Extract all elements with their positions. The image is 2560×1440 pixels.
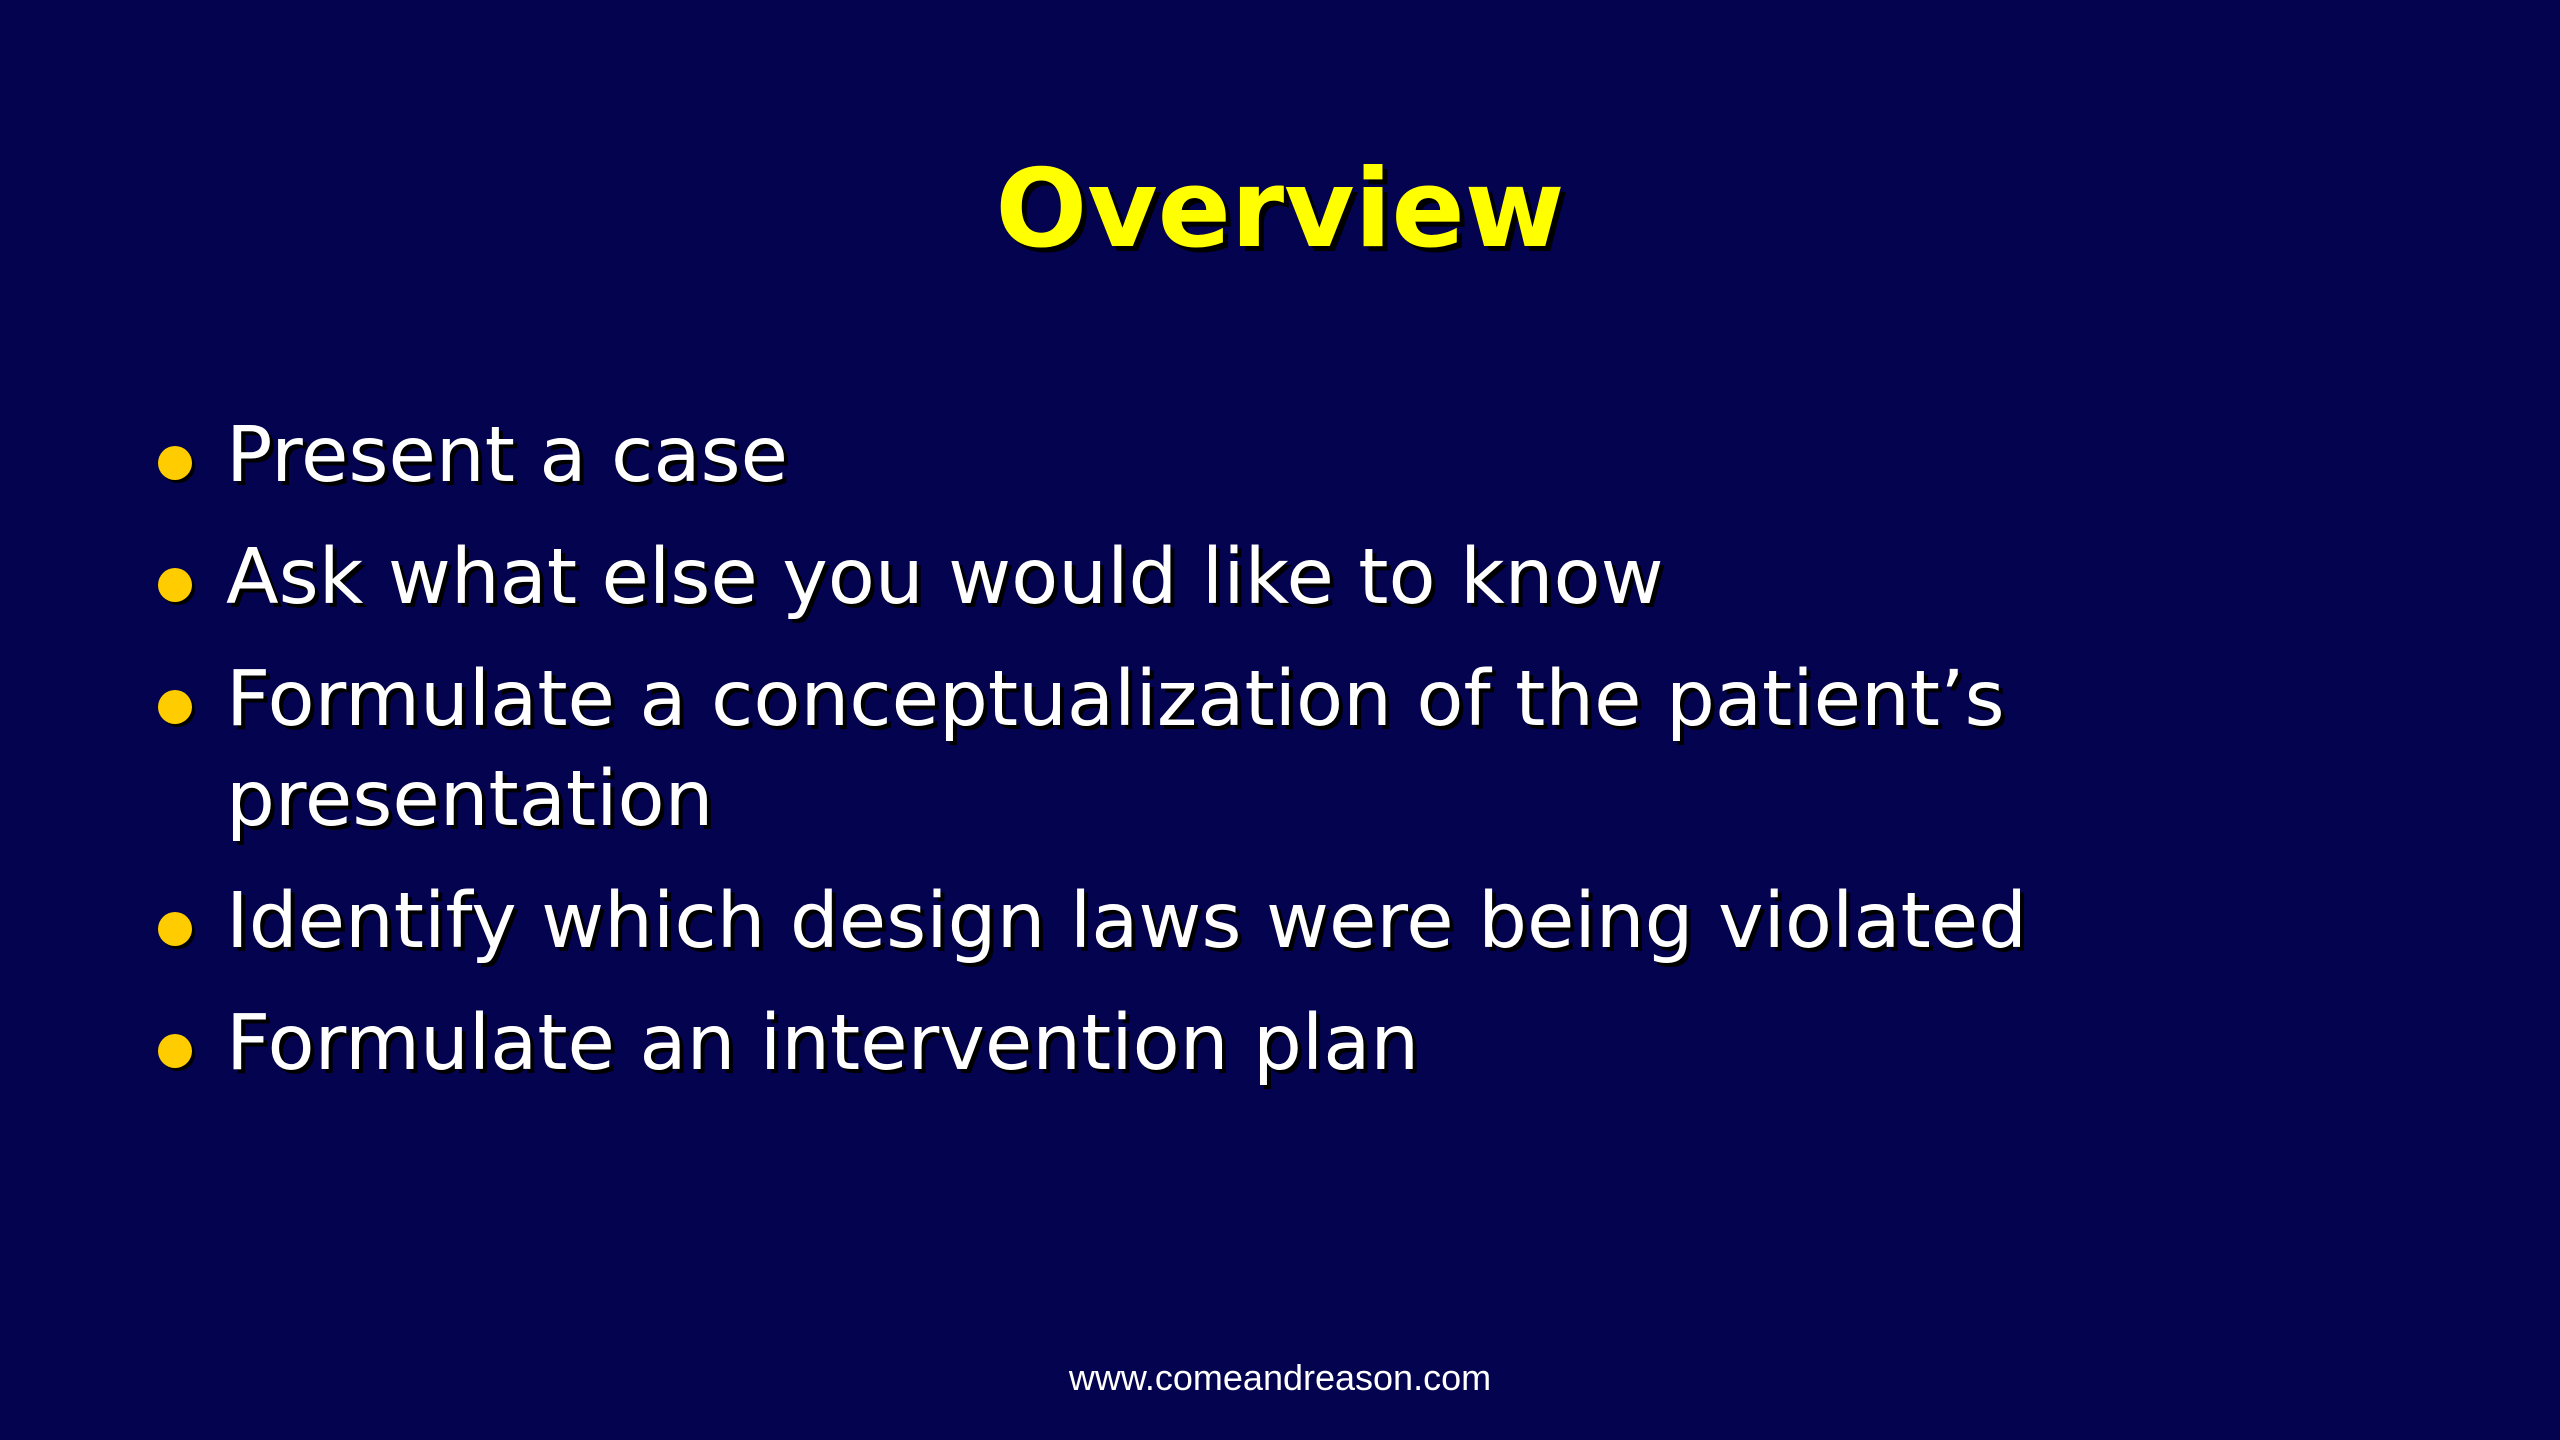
- bullet-dot-icon: [158, 912, 192, 946]
- bullet-dot-icon: [158, 446, 192, 480]
- bullet-text: Formulate an intervention plan: [226, 999, 1420, 1088]
- bullet-dot-icon: [158, 1034, 192, 1068]
- bullet-list: [150, 406, 2350, 1116]
- slide-title: Overview: [995, 147, 1565, 272]
- bullet-item: [150, 528, 2350, 628]
- footer-url: www.comeandreason.com: [1068, 1357, 1492, 1398]
- bullet-item: [150, 994, 2350, 1094]
- bullet-item: [150, 872, 2350, 972]
- bullet-dot-icon: [158, 568, 192, 602]
- bullet-text: Formulate a conceptualization of the patient’s presentation: [226, 655, 2005, 844]
- bullet-text: Present a case: [226, 411, 789, 500]
- bullet-item: [150, 650, 2350, 850]
- bullet-item: [150, 406, 2350, 506]
- bullet-text: Identify which design laws were being violated: [226, 877, 2028, 966]
- bullet-text: Ask what else you would like to know: [226, 533, 1664, 622]
- bullet-dot-icon: [158, 690, 192, 724]
